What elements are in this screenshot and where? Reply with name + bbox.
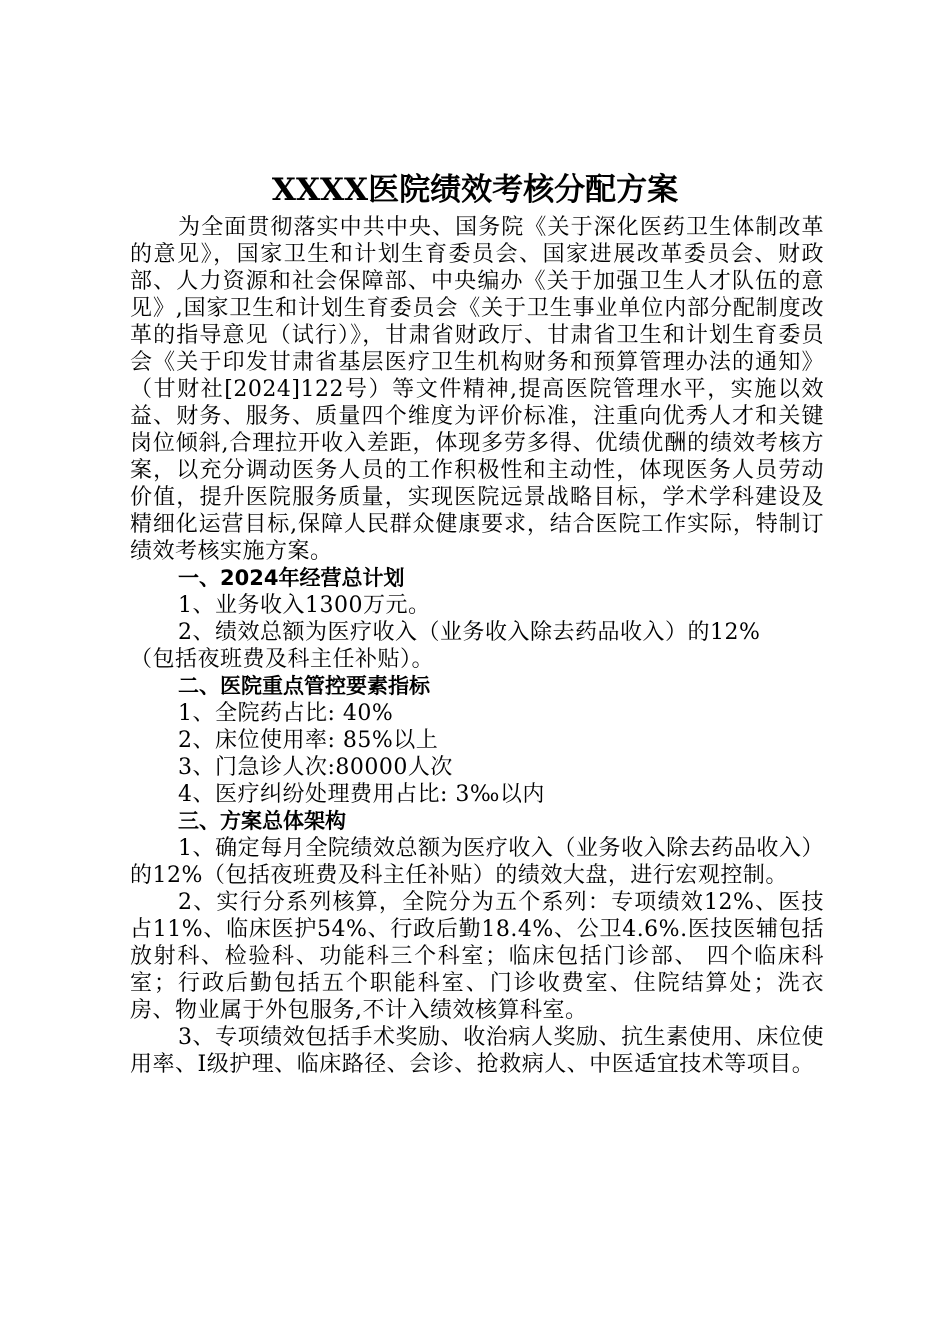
section-1-item-2-continuation: （包括夜班费及科主任补贴）。 <box>130 647 435 672</box>
section-2-item-1: 1、全院药占比: 40% <box>178 701 394 726</box>
section-3-heading: 三、方案总体架构 <box>178 809 346 833</box>
section-3 <box>130 808 824 1078</box>
section-2 <box>130 673 824 808</box>
section-2-heading: 二、医院重点管控要素指标 <box>178 674 430 698</box>
section-3-paragraph-2: 2、实行分系列核算，全院分为五个系列：专项绩效12%、医技占11%、临床医护54%、行政后勤18.4%、公卫4.6%.医技医辅包括放射科、检验科、功能科三个科室；临床包括门诊部、 四个临床科室；行政后勤包括五个职能科室、门诊收费室、住院结算处；洗衣房、物业属于外包服务,不计入绩效核算科室。 <box>130 890 824 1023</box>
section-2-item-4: 4、医疗纠纷处理费用占比: 3‰以内 <box>178 782 545 807</box>
section-1-heading: 一、2024年经营总计划 <box>178 566 405 590</box>
document-body <box>130 214 824 1078</box>
section-1-item-1: 1、业务收入1300万元。 <box>178 593 431 618</box>
document-title: XXXX医院绩效考核分配方案 <box>271 172 679 208</box>
section-3-paragraph-1: 1、确定每月全院绩效总额为医疗收入（业务收入除去药品收入）的12%（包括夜班费及科主任补贴）的绩效大盘，进行宏观控制。 <box>130 836 824 888</box>
section-2-item-3: 3、门急诊人次:80000人次 <box>178 755 453 780</box>
section-3-paragraph-3: 3、专项绩效包括手术奖励、收治病人奖励、抗生素使用、床位使用率、Ⅰ级护理、临床路径、会诊、抢救病人、中医适宜技术等项目。 <box>130 1025 824 1077</box>
section-1 <box>130 565 824 673</box>
section-1-item-2: 2、绩效总额为医疗收入（业务收入除去药品收入）的12% <box>178 620 761 645</box>
intro-paragraph: 为全面贯彻落实中共中央、国务院《关于深化医药卫生体制改革的意见》，国家卫生和计划生育委员会、国家进展改革委员会、财政部、人力资源和社会保障部、中央编办《关于加强卫生人才队伍的意见》,国家卫生和计划生育委员会《关于卫生事业单位内部分配制度改革的指导意见（试行）》，甘肃省财政厅、甘肃省卫生和计划生育委员会《关于印发甘肃省基层医疗卫生机构财务和预算管理办法的通知》（甘财社[2024]122号）等文件精神,提高医院管理水平，实施以效益、财务、服务、质量四个维度为评价标准，注重向优秀人才和关键岗位倾斜,合理拉开收入差距，体现多劳多得、优绩优酬的绩效考核方案，以充分调动医务人员的工作积极性和主动性，体现医务人员劳动价值，提升医院服务质量，实现医院远景战略目标，学术学科建设及精细化运营目标,保障人民群众健康要求，结合医院工作实际，特制订绩效考核实施方案。 <box>130 215 824 564</box>
section-2-item-2: 2、床位使用率: 85%以上 <box>178 728 439 753</box>
